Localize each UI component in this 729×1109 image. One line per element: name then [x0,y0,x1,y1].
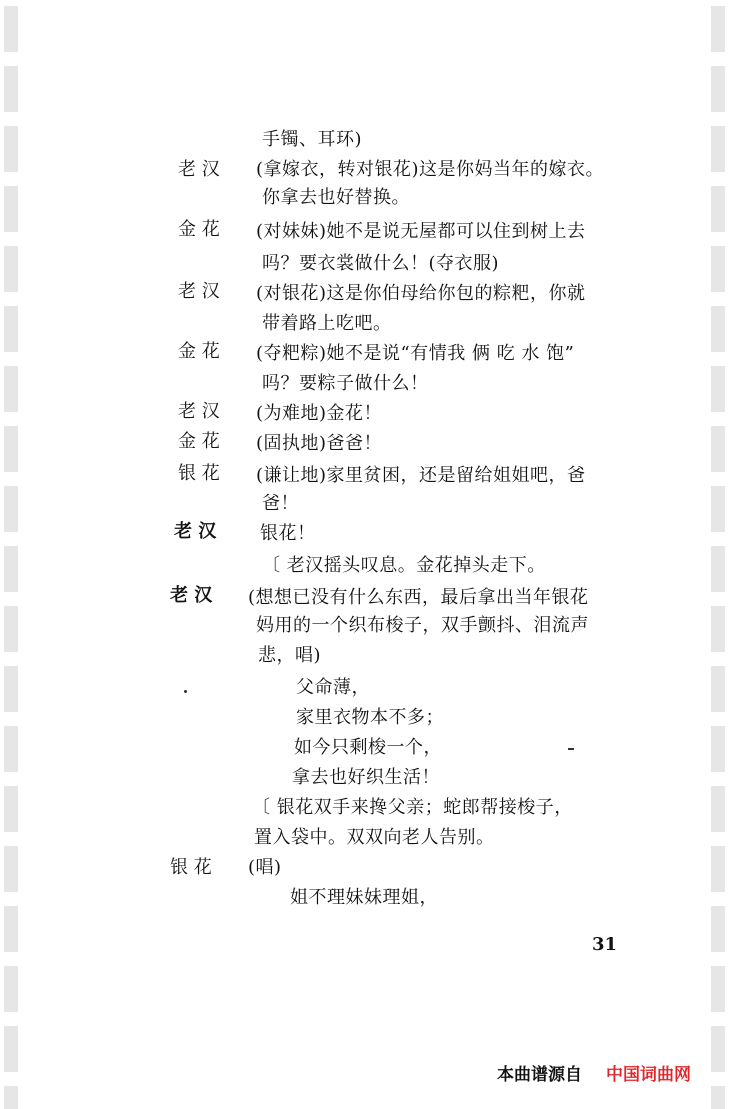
dialogue-line: (夺粑粽)她不是说“有情我 俩 吃 水 饱” [256,343,575,364]
lyric-line: 姐不理妹妹理姐， [290,887,438,908]
dialogue-line: (唱) [248,857,282,878]
dialogue-line: (对妹妹)她不是说无屋都可以住到树上去 [256,221,586,242]
dialogue-line: 手镯、耳环) [262,129,363,150]
lyric-line: 家里衣物本不多； [296,707,444,728]
stage-direction: 〔 银花双手来搀父亲；蛇郎帮接梭子， [252,797,573,818]
speaker-name: 老 汉 [178,401,220,422]
dialogue-line: (对银花)这是你伯母给你包的粽粑，你就 [256,283,586,304]
stage-direction: 置入袋中。双双向老人告别。 [254,827,495,848]
speaker-name: 金 花 [178,431,220,452]
speaker-name: 银 花 [170,857,212,878]
lyric-line: 如今只剩梭一个， [294,737,442,758]
dialogue-line: (固执地)爸爸！ [256,433,383,454]
speaker-name: 金 花 [178,341,220,362]
dialogue-line: 你拿去也好替换。 [262,187,410,208]
speaker-name: 老 汉 [174,521,217,542]
dialogue-line: (为难地)金花！ [256,403,383,424]
source-label: 本曲谱源自 [497,1065,582,1085]
dialogue-line: 带着路上吃吧。 [262,313,392,334]
speaker-name: 老 汉 [178,281,220,302]
dialogue-line: 爸！ [262,493,299,514]
scan-speck [184,690,187,693]
stage-direction: 〔 老汉摇头叹息。金花掉头走下。 [262,555,546,576]
dialogue-line: 妈用的一个织布梭子，双手颤抖、泪流声 [256,615,589,636]
scan-speck [568,748,574,750]
lyric-line: 拿去也好织生活！ [292,767,440,788]
dialogue-line: (谦让地)家里贫困，还是留给姐姐吧，爸 [256,465,586,486]
left-watermark-strip [4,0,18,1109]
dialogue-line: 悲，唱) [258,645,322,666]
dialogue-line: (拿嫁衣，转对银花)这是你妈当年的嫁衣。 [256,159,605,180]
speaker-name: 老 汉 [178,159,220,180]
lyric-line: 父命薄， [296,677,370,698]
right-watermark-strip [711,0,725,1109]
speaker-name: 老 汉 [170,585,213,606]
dialogue-line: 吗？要衣裳做什么！(夺衣服) [262,253,500,274]
brand-link[interactable]: 中国词曲网 [606,1065,691,1085]
speaker-name: 金 花 [178,219,220,240]
page-number: 31 [592,934,618,955]
speaker-name: 银 花 [178,463,220,484]
dialogue-line: 银花！ [260,523,316,544]
dialogue-line: (想想已没有什么东西，最后拿出当年银花 [248,587,589,608]
dialogue-line: 吗？要粽子做什么！ [262,373,429,394]
